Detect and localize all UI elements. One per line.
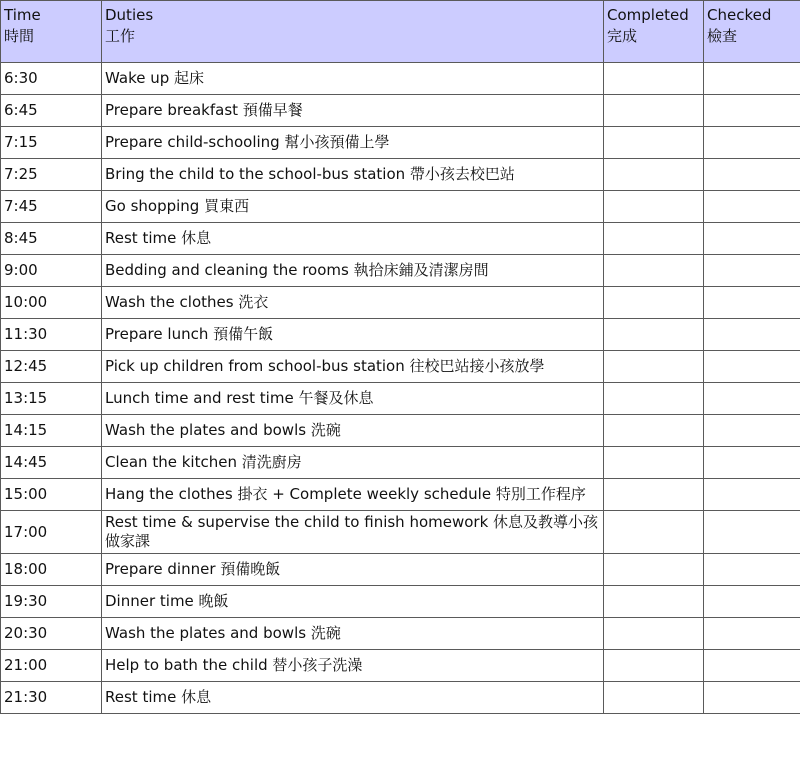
duty-cell: Prepare child-schooling 幫小孩預備上學 <box>102 127 604 159</box>
duty-cell: Wash the plates and bowls 洗碗 <box>102 618 604 650</box>
header-checked-zh: 檢查 <box>707 27 738 45</box>
completed-cell[interactable] <box>604 223 704 255</box>
completed-cell[interactable] <box>604 159 704 191</box>
checked-cell[interactable] <box>704 319 800 351</box>
checked-cell[interactable] <box>704 650 800 682</box>
checked-cell[interactable] <box>704 383 800 415</box>
header-checked-en: Checked <box>707 6 772 24</box>
completed-cell[interactable] <box>604 447 704 479</box>
time-cell: 20:30 <box>1 618 102 650</box>
checked-cell[interactable] <box>704 255 800 287</box>
checked-cell[interactable] <box>704 618 800 650</box>
duty-cell: Prepare lunch 預備午飯 <box>102 319 604 351</box>
time-cell: 15:00 <box>1 479 102 511</box>
completed-cell[interactable] <box>604 255 704 287</box>
duty-cell: Lunch time and rest time 午餐及休息 <box>102 383 604 415</box>
checked-cell[interactable] <box>704 511 800 554</box>
header-completed-en: Completed <box>607 6 689 24</box>
time-cell: 11:30 <box>1 319 102 351</box>
checked-cell[interactable] <box>704 447 800 479</box>
duty-cell: Rest time 休息 <box>102 682 604 714</box>
time-cell: 14:15 <box>1 415 102 447</box>
header-duties-zh: 工作 <box>105 27 136 45</box>
table-body <box>1 63 800 714</box>
time-cell: 21:30 <box>1 682 102 714</box>
table-row <box>1 287 800 319</box>
completed-cell[interactable] <box>604 479 704 511</box>
time-cell: 10:00 <box>1 287 102 319</box>
duty-cell: Wake up 起床 <box>102 63 604 95</box>
time-cell: 7:45 <box>1 191 102 223</box>
table-row <box>1 319 800 351</box>
header-time-zh: 時間 <box>4 27 35 45</box>
checked-cell[interactable] <box>704 191 800 223</box>
duty-cell: Prepare breakfast 預備早餐 <box>102 95 604 127</box>
duty-cell: Prepare dinner 預備晚飯 <box>102 554 604 586</box>
completed-cell[interactable] <box>604 191 704 223</box>
table-row <box>1 159 800 191</box>
completed-cell[interactable] <box>604 351 704 383</box>
header-time <box>1 1 102 63</box>
completed-cell[interactable] <box>604 586 704 618</box>
duty-cell: Pick up children from school-bus station 往校巴站接小孩放學 <box>102 351 604 383</box>
table-row <box>1 255 800 287</box>
time-cell: 6:30 <box>1 63 102 95</box>
duty-cell: Rest time 休息 <box>102 223 604 255</box>
table-header <box>1 1 800 63</box>
header-duties-en: Duties <box>105 6 154 24</box>
time-cell: 19:30 <box>1 586 102 618</box>
completed-cell[interactable] <box>604 95 704 127</box>
checked-cell[interactable] <box>704 682 800 714</box>
table-row <box>1 415 800 447</box>
table-row <box>1 682 800 714</box>
time-cell: 8:45 <box>1 223 102 255</box>
header-row <box>1 1 800 63</box>
duty-cell: Go shopping 買東西 <box>102 191 604 223</box>
checked-cell[interactable] <box>704 351 800 383</box>
checked-cell[interactable] <box>704 95 800 127</box>
table-row <box>1 511 800 554</box>
time-cell: 17:00 <box>1 511 102 554</box>
table-row <box>1 127 800 159</box>
header-completed <box>604 1 704 63</box>
header-checked <box>704 1 800 63</box>
checked-cell[interactable] <box>704 159 800 191</box>
duty-cell: Wash the plates and bowls 洗碗 <box>102 415 604 447</box>
time-cell: 13:15 <box>1 383 102 415</box>
duty-cell: Help to bath the child 替小孩子洗澡 <box>102 650 604 682</box>
completed-cell[interactable] <box>604 554 704 586</box>
checked-cell[interactable] <box>704 415 800 447</box>
checked-cell[interactable] <box>704 223 800 255</box>
time-cell: 9:00 <box>1 255 102 287</box>
time-cell: 7:15 <box>1 127 102 159</box>
completed-cell[interactable] <box>604 511 704 554</box>
table-row <box>1 586 800 618</box>
completed-cell[interactable] <box>604 127 704 159</box>
time-cell: 14:45 <box>1 447 102 479</box>
table-row <box>1 618 800 650</box>
duty-cell: Bring the child to the school-bus station 帶小孩去校巴站 <box>102 159 604 191</box>
duty-cell: Rest time & supervise the child to finish homework 休息及教導小孩做家課 <box>102 511 604 554</box>
header-completed-zh: 完成 <box>607 27 638 45</box>
table-row <box>1 63 800 95</box>
table-row <box>1 223 800 255</box>
header-duties <box>102 1 604 63</box>
table-row <box>1 191 800 223</box>
completed-cell[interactable] <box>604 650 704 682</box>
table-row <box>1 479 800 511</box>
checked-cell[interactable] <box>704 287 800 319</box>
duty-cell: Bedding and cleaning the rooms 執拾床鋪及清潔房間 <box>102 255 604 287</box>
completed-cell[interactable] <box>604 415 704 447</box>
time-cell: 7:25 <box>1 159 102 191</box>
completed-cell[interactable] <box>604 319 704 351</box>
duty-cell: Wash the clothes 洗衣 <box>102 287 604 319</box>
header-time-en: Time <box>4 6 41 24</box>
checked-cell[interactable] <box>704 586 800 618</box>
duty-cell: Clean the kitchen 清洗廚房 <box>102 447 604 479</box>
completed-cell[interactable] <box>604 63 704 95</box>
checked-cell[interactable] <box>704 554 800 586</box>
table-row <box>1 650 800 682</box>
table-row <box>1 95 800 127</box>
duty-cell: Hang the clothes 掛衣 + Complete weekly schedule 特別工作程序 <box>102 479 604 511</box>
completed-cell[interactable] <box>604 682 704 714</box>
checked-cell[interactable] <box>704 127 800 159</box>
time-cell: 21:00 <box>1 650 102 682</box>
checked-cell[interactable] <box>704 63 800 95</box>
table-row <box>1 447 800 479</box>
time-cell: 12:45 <box>1 351 102 383</box>
completed-cell[interactable] <box>604 383 704 415</box>
completed-cell[interactable] <box>604 618 704 650</box>
time-cell: 18:00 <box>1 554 102 586</box>
checked-cell[interactable] <box>704 479 800 511</box>
completed-cell[interactable] <box>604 287 704 319</box>
time-cell: 6:45 <box>1 95 102 127</box>
table-row <box>1 554 800 586</box>
table-row <box>1 351 800 383</box>
table-row <box>1 383 800 415</box>
duty-cell: Dinner time 晚飯 <box>102 586 604 618</box>
